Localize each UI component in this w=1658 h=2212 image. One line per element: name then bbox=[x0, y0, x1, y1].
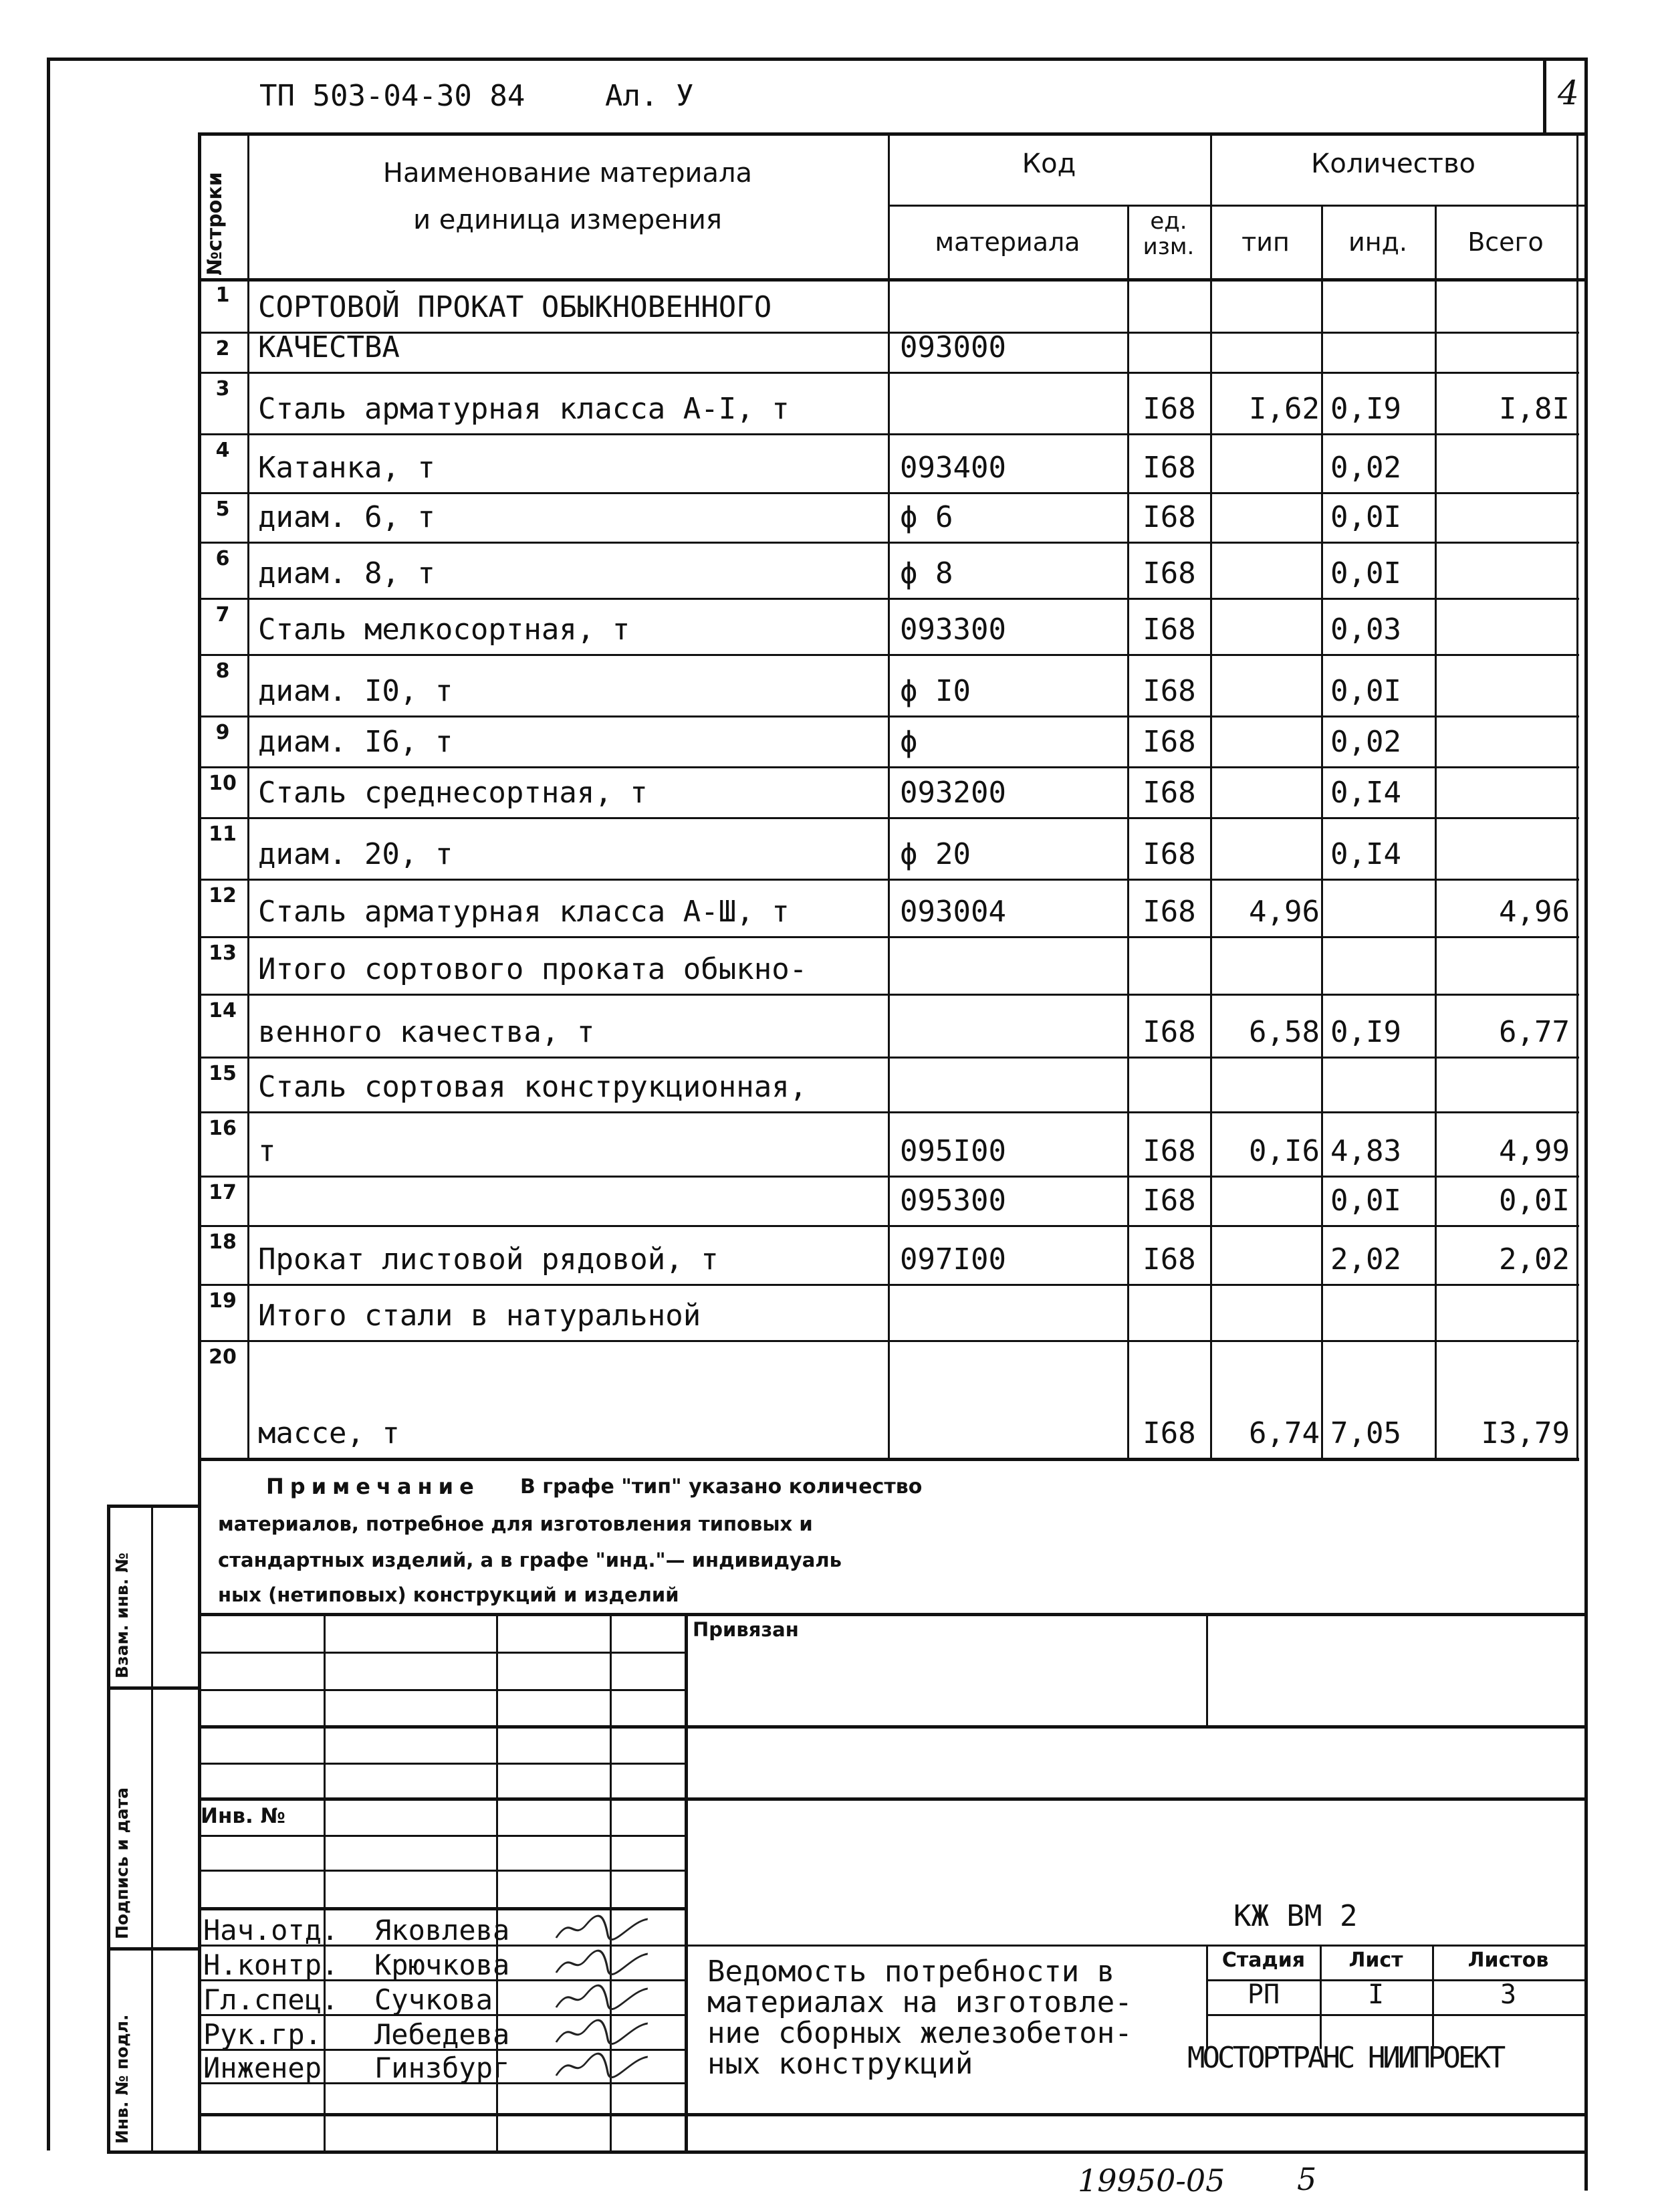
cell-n: 19 bbox=[209, 1289, 237, 1313]
cell-n: 12 bbox=[209, 884, 237, 907]
cell-code: ϕ 20 bbox=[900, 837, 971, 871]
row-divider bbox=[198, 372, 1579, 374]
cell-ind: 0,0I bbox=[1330, 500, 1401, 534]
cell-name: диам. 6, т bbox=[258, 500, 435, 534]
cell-typ: 6,74 bbox=[1249, 1416, 1320, 1450]
row-divider bbox=[198, 994, 1579, 996]
document-code: ТП 503-04-30 84 bbox=[259, 79, 525, 113]
signer-role: Инженер bbox=[203, 2052, 322, 2084]
cell-ind: 7,05 bbox=[1330, 1416, 1401, 1450]
cell-ind: 0,I9 bbox=[1330, 1015, 1401, 1049]
row-divider bbox=[198, 542, 1579, 544]
sheet-label: Лист bbox=[1348, 1949, 1403, 1972]
row-divider bbox=[198, 936, 1579, 938]
cell-total: 6,77 bbox=[1499, 1015, 1570, 1049]
cell-name: Катанка, т bbox=[258, 451, 435, 485]
row-divider bbox=[198, 1458, 1579, 1461]
cell-ind: 0,02 bbox=[1330, 451, 1401, 485]
title-line-4: ных конструкций bbox=[707, 2047, 973, 2081]
cell-total: 0,0I bbox=[1499, 1184, 1570, 1218]
cell-unit: I68 bbox=[1143, 392, 1196, 426]
row-divider bbox=[198, 1340, 1579, 1342]
row-divider bbox=[198, 598, 1579, 600]
cell-ind: 2,02 bbox=[1330, 1242, 1401, 1277]
cell-code: 093004 bbox=[900, 895, 1006, 929]
inv-number-label: Инв. № bbox=[201, 1804, 285, 1828]
unit-header: ед. изм. bbox=[1143, 208, 1195, 260]
cell-code: 097I00 bbox=[900, 1242, 1006, 1277]
cell-total: 4,96 bbox=[1499, 895, 1570, 929]
row-divider bbox=[198, 1176, 1579, 1178]
organization: МОСТОРТРАНС НИИПРОЕКТ bbox=[1187, 2041, 1504, 2075]
name-header-line2: и единица измерения bbox=[413, 205, 722, 235]
cell-n: 10 bbox=[209, 772, 237, 795]
handwritten-number: 19950-05 bbox=[1078, 2163, 1225, 2199]
signer-name: Яковлева bbox=[374, 1914, 510, 1947]
page-number: 4 bbox=[1558, 74, 1579, 112]
row-divider bbox=[198, 766, 1579, 768]
ind-header: инд. bbox=[1348, 227, 1407, 257]
cell-unit: I68 bbox=[1143, 776, 1196, 810]
name-header-line1: Наименование материала bbox=[382, 158, 753, 189]
cell-n: 6 bbox=[215, 547, 230, 570]
cell-typ: 6,58 bbox=[1249, 1015, 1320, 1049]
privyazan-label: Привязан bbox=[693, 1618, 799, 1641]
signer-name: Крючкова bbox=[374, 1949, 510, 1981]
row-divider bbox=[198, 1284, 1579, 1286]
cell-unit: I68 bbox=[1143, 1134, 1196, 1168]
cell-n: 2 bbox=[215, 337, 230, 360]
cell-n: 8 bbox=[215, 659, 230, 683]
sheets-value: 3 bbox=[1500, 1979, 1517, 2010]
row-divider bbox=[198, 433, 1579, 435]
cell-ind: 0,03 bbox=[1330, 613, 1401, 647]
cell-name: Итого сортового проката обыкно- bbox=[258, 952, 808, 986]
cell-total: I,8I bbox=[1499, 392, 1570, 426]
album-label: Ал. У bbox=[605, 79, 694, 113]
note-line-4: ных (нетиповых) конструкций и изделий bbox=[218, 1583, 679, 1606]
signer-role: Гл.спец. bbox=[203, 1983, 339, 2016]
cell-code: 093300 bbox=[900, 613, 1006, 647]
cell-unit: I68 bbox=[1143, 674, 1196, 708]
cell-ind: 0,0I bbox=[1330, 674, 1401, 708]
cell-name: Сталь сортовая конструкционная, bbox=[258, 1070, 808, 1104]
cell-code: 093200 bbox=[900, 776, 1006, 810]
material-code-header: материала bbox=[935, 227, 1080, 257]
stage-value: РП bbox=[1247, 1979, 1280, 2010]
cell-name: КАЧЕСТВА bbox=[258, 330, 400, 364]
cell-name: массе, т bbox=[258, 1416, 400, 1450]
quantity-header: Количество bbox=[1310, 148, 1475, 179]
cell-name: диам. I0, т bbox=[258, 674, 453, 708]
footer-page: 5 bbox=[1297, 2161, 1317, 2197]
typ-header: тип bbox=[1241, 227, 1290, 257]
side-label-podpis: Подпись и дата bbox=[112, 1787, 132, 1939]
cell-typ: I,62 bbox=[1249, 392, 1320, 426]
signature-icon bbox=[551, 1946, 653, 1986]
row-divider bbox=[198, 1057, 1579, 1059]
signer-role: Нач.отд. bbox=[203, 1914, 339, 1947]
cell-unit: I68 bbox=[1143, 1242, 1196, 1277]
cell-ind: 0,02 bbox=[1330, 725, 1401, 759]
cell-n: 11 bbox=[209, 822, 237, 846]
cell-unit: I68 bbox=[1143, 725, 1196, 759]
stage-label: Стадия bbox=[1221, 1949, 1306, 1972]
cell-ind: 0,0I bbox=[1330, 1184, 1401, 1218]
cell-unit: I68 bbox=[1143, 895, 1196, 929]
cell-code: ϕ 6 bbox=[900, 500, 953, 534]
cell-unit: I68 bbox=[1143, 837, 1196, 871]
cell-ind: 0,I4 bbox=[1330, 837, 1401, 871]
signer-role: Н.контр. bbox=[203, 1949, 339, 1981]
note-line-3: стандартных изделий, а в графе "инд."— индивидуаль bbox=[218, 1549, 842, 1571]
cell-n: 20 bbox=[209, 1345, 237, 1369]
cell-unit: I68 bbox=[1143, 556, 1196, 590]
cell-n: 18 bbox=[209, 1230, 237, 1254]
row-number-header: №строки bbox=[203, 172, 227, 275]
cell-ind: 0,0I bbox=[1330, 556, 1401, 590]
title-line-3: ние сборных железобетон- bbox=[707, 2016, 1133, 2050]
designation: КЖ ВМ 2 bbox=[1233, 1899, 1358, 1933]
cell-name: диам. 20, т bbox=[258, 837, 453, 871]
cell-n: 3 bbox=[215, 377, 230, 401]
signer-name: Сучкова bbox=[374, 1983, 493, 2016]
document-title bbox=[707, 1957, 1133, 2080]
cell-unit: I68 bbox=[1143, 451, 1196, 485]
cell-typ: 4,96 bbox=[1249, 895, 1320, 929]
signature-icon bbox=[551, 1981, 653, 2021]
side-label-vzam: Взам. инв. № bbox=[112, 1553, 132, 1678]
row-divider bbox=[198, 1225, 1579, 1227]
cell-name: Сталь среднесортная, т bbox=[258, 776, 648, 810]
cell-code: ϕ I0 bbox=[900, 674, 971, 708]
cell-n: 1 bbox=[215, 284, 230, 307]
cell-total: 4,99 bbox=[1499, 1134, 1570, 1168]
title-line-1: Ведомость потребности в bbox=[707, 1955, 1115, 1989]
cell-name: диам. 8, т bbox=[258, 556, 435, 590]
cell-unit: I68 bbox=[1143, 1416, 1196, 1450]
signer-role: Рук.гр. bbox=[203, 2018, 322, 2051]
cell-name: т bbox=[258, 1134, 276, 1168]
row-divider bbox=[198, 492, 1579, 494]
signer-name: Лебедева bbox=[374, 2018, 510, 2051]
sheets-label: Листов bbox=[1467, 1949, 1549, 1972]
cell-unit: I68 bbox=[1143, 500, 1196, 534]
cell-unit: I68 bbox=[1143, 1015, 1196, 1049]
cell-total: I3,79 bbox=[1481, 1416, 1570, 1450]
row-divider bbox=[198, 654, 1579, 656]
cell-total: 2,02 bbox=[1499, 1242, 1570, 1277]
row-divider bbox=[198, 715, 1579, 717]
cell-name: Сталь арматурная класса А-I, т bbox=[258, 392, 790, 426]
cell-name: Прокат листовой рядовой, т bbox=[258, 1242, 719, 1277]
cell-name: Сталь мелкосортная, т bbox=[258, 613, 630, 647]
total-header: Всего bbox=[1467, 227, 1544, 257]
cell-unit: I68 bbox=[1143, 613, 1196, 647]
signer-name: Гинзбург bbox=[374, 2052, 510, 2084]
cell-code: 095300 bbox=[900, 1184, 1006, 1218]
cell-code: ϕ 8 bbox=[900, 556, 953, 590]
cell-ind: 0,I4 bbox=[1330, 776, 1401, 810]
title-line-2: материалах на изготовле- bbox=[707, 1985, 1133, 2019]
note-line-2: материалов, потребное для изготовления типовых и bbox=[218, 1513, 813, 1535]
cell-n: 13 bbox=[209, 942, 237, 965]
cell-name: СОРТОВОЙ ПРОКАТ ОБЫКНОВЕННОГО bbox=[258, 290, 772, 324]
cell-name: венного качества, т bbox=[258, 1015, 595, 1049]
cell-name: Сталь арматурная класса А-Ш, т bbox=[258, 895, 790, 929]
row-divider bbox=[198, 879, 1579, 881]
cell-n: 17 bbox=[209, 1181, 237, 1204]
side-label-inv-podl: Инв. № подл. bbox=[112, 2014, 132, 2144]
cell-n: 4 bbox=[215, 439, 230, 462]
cell-code: ϕ bbox=[900, 725, 918, 759]
signature-icon bbox=[551, 2049, 653, 2089]
signature-icon bbox=[551, 1911, 653, 1951]
code-header: Код bbox=[1022, 148, 1076, 179]
cell-typ: 0,I6 bbox=[1249, 1134, 1320, 1168]
cell-name: диам. I6, т bbox=[258, 725, 453, 759]
cell-ind: 4,83 bbox=[1330, 1134, 1401, 1168]
cell-name: Итого стали в натуральной bbox=[258, 1299, 701, 1333]
cell-n: 15 bbox=[209, 1062, 237, 1085]
note-heading: Примечание bbox=[266, 1474, 480, 1499]
cell-code: 093400 bbox=[900, 451, 1006, 485]
cell-n: 7 bbox=[215, 603, 230, 627]
cell-n: 16 bbox=[209, 1117, 237, 1140]
row-divider bbox=[198, 817, 1579, 819]
row-divider bbox=[198, 1111, 1579, 1113]
note-line-1: В графе "тип" указано количество bbox=[520, 1475, 923, 1499]
cell-code: 093000 bbox=[900, 330, 1006, 364]
cell-unit: I68 bbox=[1143, 1184, 1196, 1218]
cell-ind: 0,I9 bbox=[1330, 392, 1401, 426]
cell-n: 5 bbox=[215, 497, 230, 521]
cell-n: 9 bbox=[215, 721, 230, 744]
sheet-value: I bbox=[1367, 1979, 1385, 2010]
cell-code: 095I00 bbox=[900, 1134, 1006, 1168]
cell-n: 14 bbox=[209, 999, 237, 1022]
